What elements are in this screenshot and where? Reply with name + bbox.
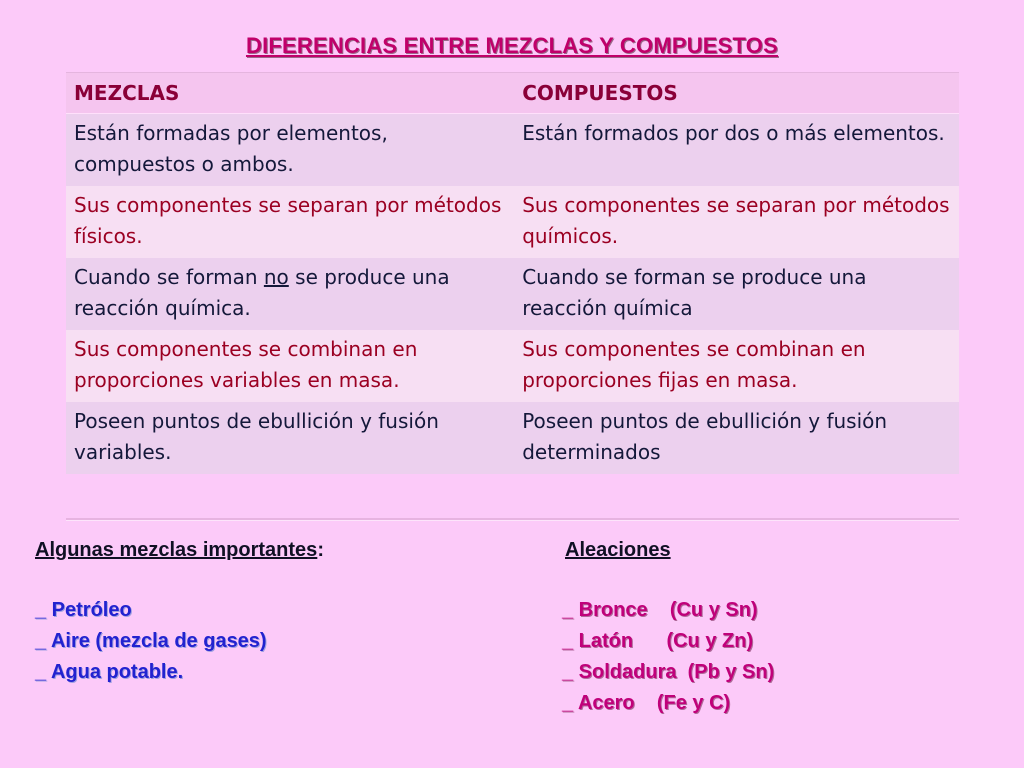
cell-mezclas: [66, 258, 514, 330]
list-item: _ Petróleo: [35, 599, 132, 621]
list-item: _ Acero (Fe y C): [562, 692, 731, 714]
list-item: _ Bronce (Cu y Sn): [562, 599, 758, 621]
heading-suffix: :: [317, 539, 324, 561]
cell-compuestos: Sus componentes se separan por métodos químicos.: [514, 186, 959, 258]
table-row: [66, 186, 959, 258]
underlined-word: no: [263, 264, 289, 289]
table-header-row: [66, 73, 959, 114]
cell-compuestos: Poseen puntos de ebullición y fusión determinados: [514, 402, 959, 474]
divider-line: [66, 518, 959, 521]
cell-mezclas: Sus componentes se separan por métodos físicos.: [66, 186, 514, 258]
list-item: _ Latón (Cu y Zn): [562, 630, 754, 652]
mezclas-list: [35, 595, 267, 688]
cell-compuestos: Sus componentes se combinan en proporciones fijas en masa.: [514, 330, 959, 402]
cell-mezclas: Poseen puntos de ebullición y fusión variables.: [66, 402, 514, 474]
list-item: _ Agua potable.: [35, 661, 184, 683]
list-item: _ Aire (mezcla de gases): [35, 630, 267, 652]
cell-compuestos: Cuando se forman se produce una reacción química: [514, 258, 959, 330]
aleaciones-heading: [565, 539, 671, 562]
heading-text: Algunas mezclas importantes: [35, 539, 318, 561]
table-row: [66, 258, 959, 330]
table-row: [66, 402, 959, 474]
table-row: [66, 330, 959, 402]
page-title: DIFERENCIAS ENTRE MEZCLAS Y COMPUESTOS: [245, 33, 778, 58]
table-row: [66, 114, 959, 186]
comparison-table: [66, 72, 959, 474]
aleaciones-list: [562, 595, 774, 719]
cell-mezclas: Sus componentes se combinan en proporciones variables en masa.: [66, 330, 514, 402]
cell-compuestos: Están formados por dos o más elementos.: [514, 114, 959, 186]
mezclas-importantes-heading: [35, 539, 324, 562]
cell-text: se produce una reacción química.: [74, 264, 450, 320]
header-compuestos: COMPUESTOS: [514, 73, 959, 114]
cell-text: Cuando se forman: [74, 264, 264, 289]
list-item: _ Soldadura (Pb y Sn): [562, 661, 775, 683]
cell-mezclas: Están formadas por elementos, compuestos o ambos.: [66, 114, 514, 186]
heading-text: Aleaciones: [565, 539, 671, 561]
header-mezclas: MEZCLAS: [66, 73, 514, 114]
